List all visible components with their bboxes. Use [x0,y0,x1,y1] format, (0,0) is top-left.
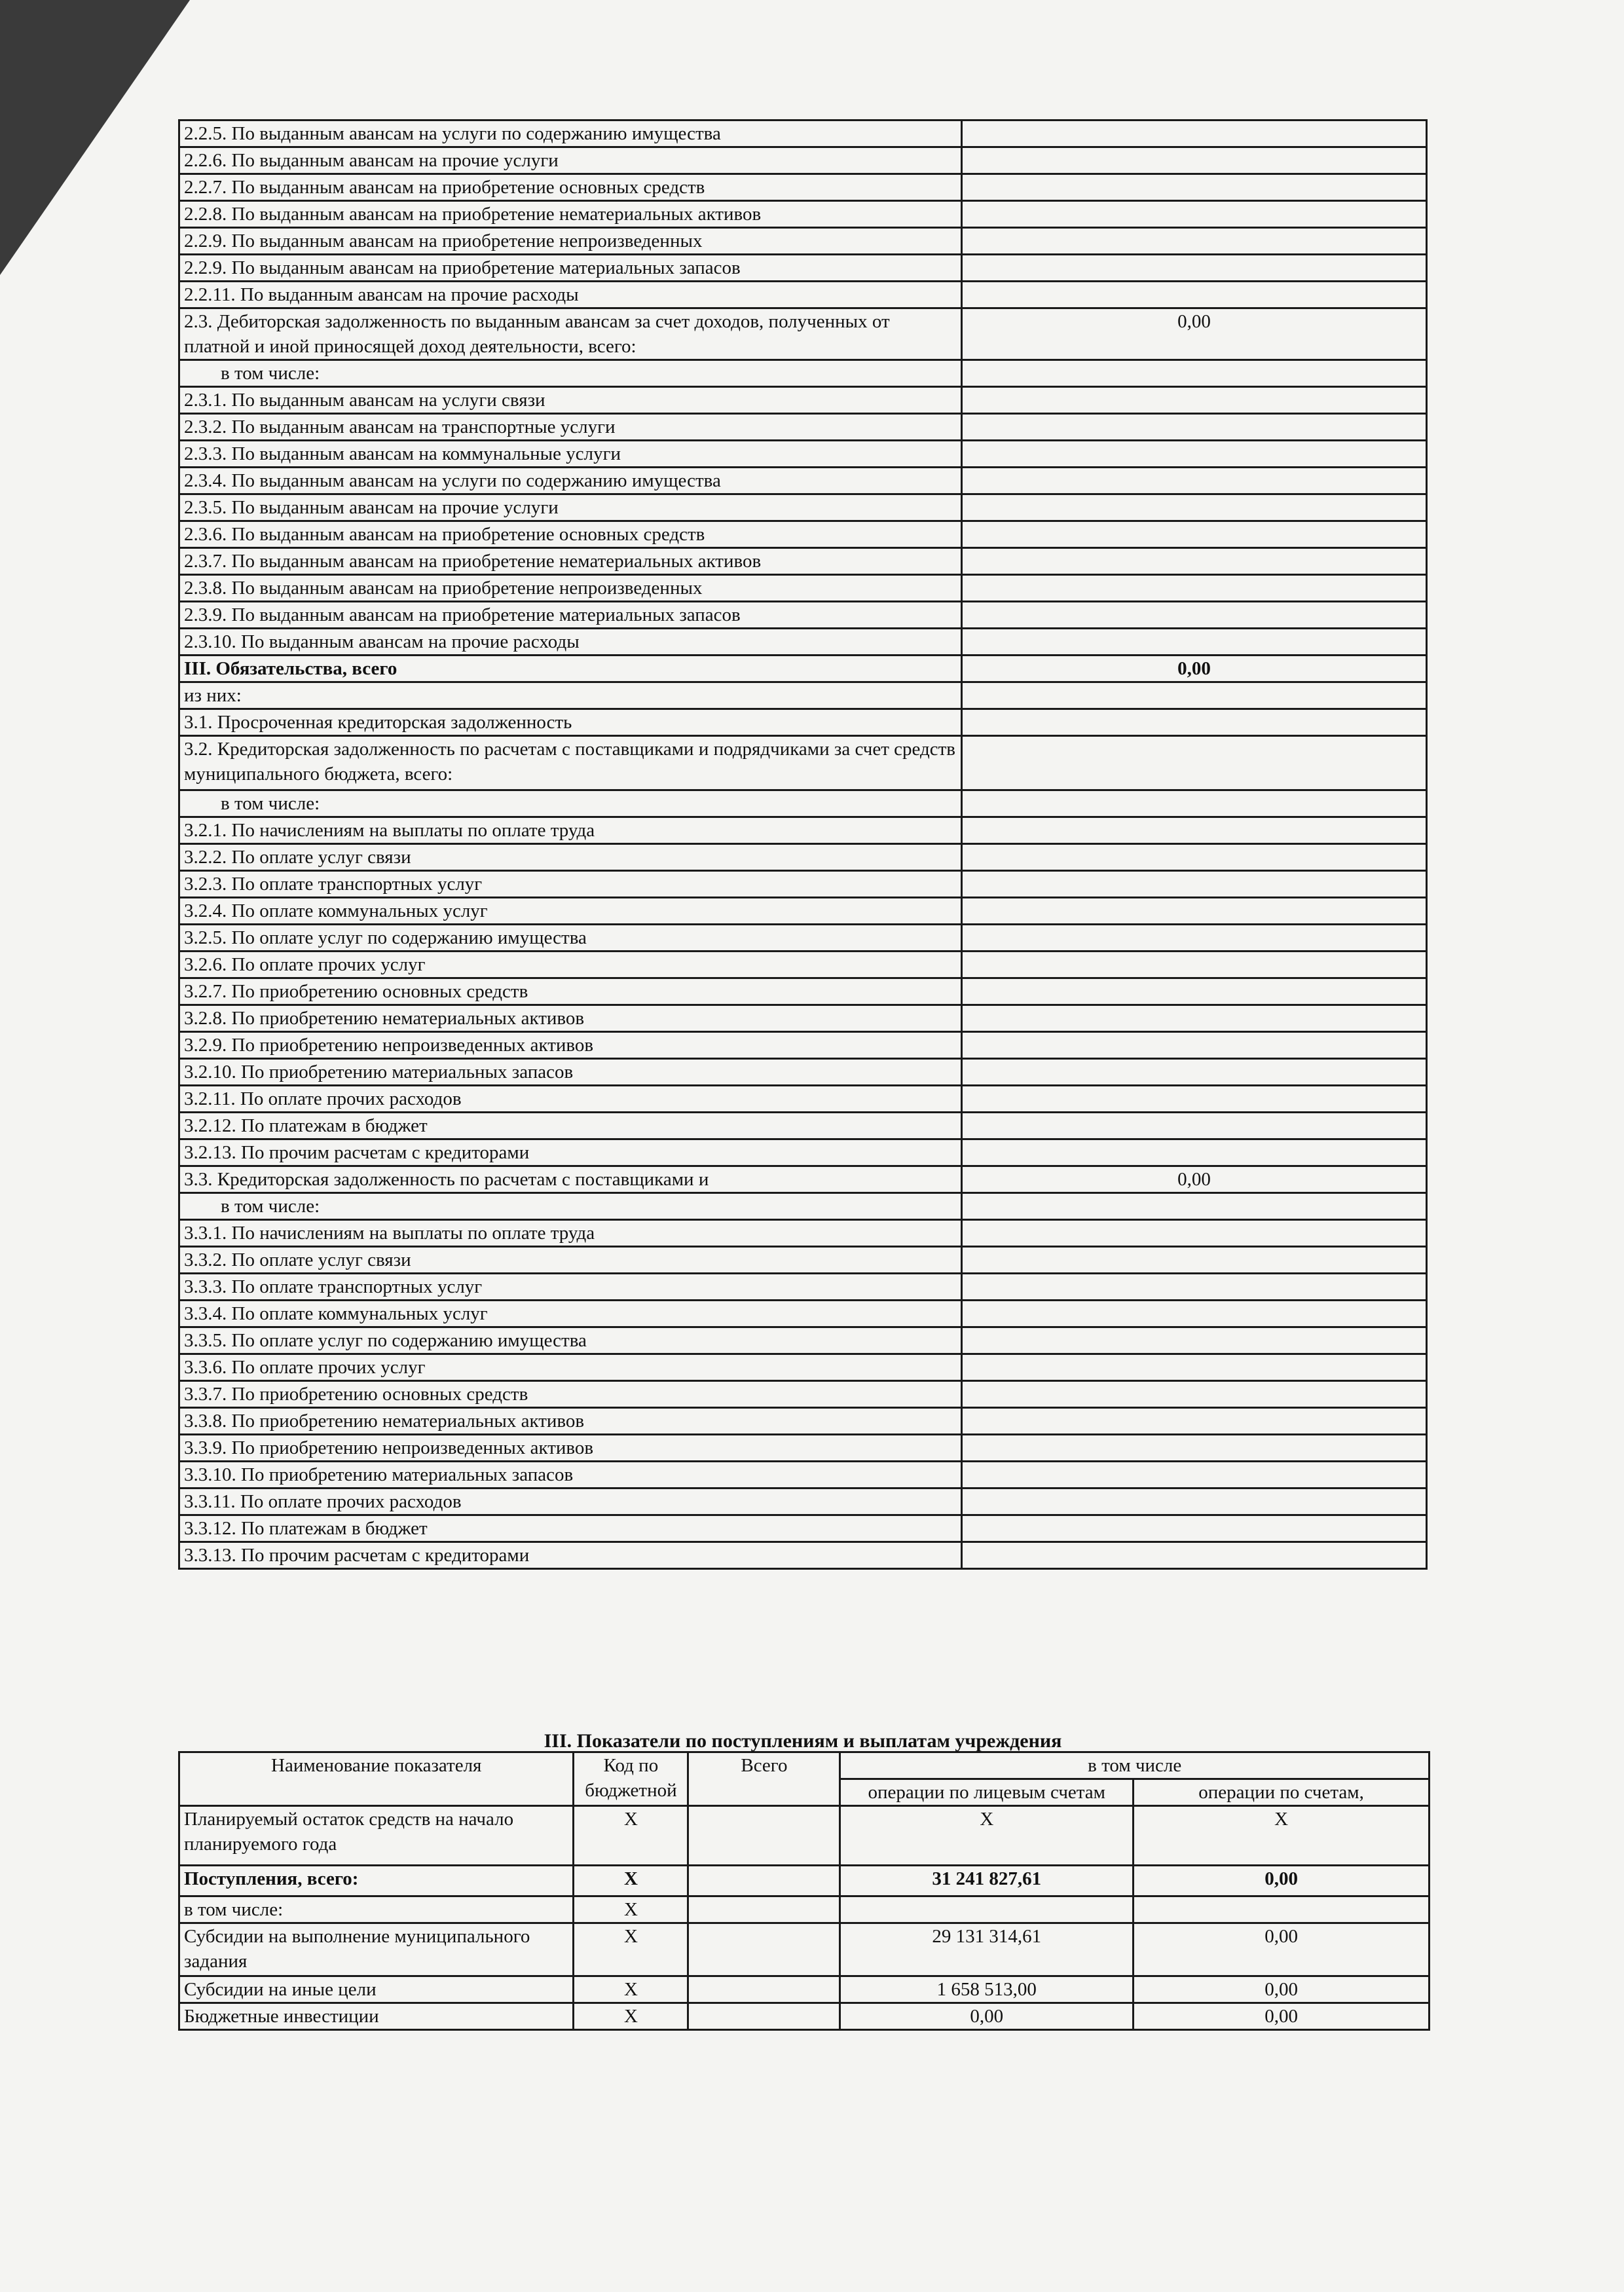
table-row [179,1139,1427,1166]
row-value [962,1032,1427,1059]
row-label: 3.2.11. По оплате прочих расходов [179,1086,962,1113]
row-accounts: 0,00 [1134,2003,1430,2030]
row-value [962,1005,1427,1032]
row-value [962,1193,1427,1220]
table-row [179,575,1427,602]
table-row [179,1274,1427,1301]
row-value [962,1435,1427,1462]
row-label: 3.3. Кредиторская задолженность по расчетам с поставщиками и [179,1166,962,1193]
row-accounts: 0,00 [1134,1923,1430,1976]
table-row [179,441,1427,468]
row-label: 2.2.9. По выданным авансам на приобретение непроизведенных [179,228,962,255]
row-value: 0,00 [962,656,1427,682]
row-total [688,2003,840,2030]
table-row [179,120,1427,147]
table-row [179,1866,1430,1896]
row-value [962,201,1427,228]
row-value: 0,00 [962,1166,1427,1193]
row-label: 3.3.4. По оплате коммунальных услуг [179,1301,962,1327]
row-label: 2.3.7. По выданным авансам на приобретение нематериальных активов [179,548,962,575]
section-title: III. Показатели по поступлениям и выплатам учреждения [544,1730,1062,1752]
table-row [179,925,1427,952]
row-label: 2.2.5. По выданным авансам на услуги по содержанию имущества [179,120,962,147]
row-label: в том числе: [179,1193,962,1220]
table-row [179,898,1427,925]
row-label: 3.3.12. По платежам в бюджет [179,1515,962,1542]
table-row [179,255,1427,282]
row-total [688,1806,840,1866]
table-row [179,1113,1427,1139]
table-row [179,871,1427,898]
row-value [962,1139,1427,1166]
row-name: в том числе: [179,1896,574,1923]
row-label: 2.2.9. По выданным авансам на приобретение материальных запасов [179,255,962,282]
row-value [962,1515,1427,1542]
row-value [962,1542,1427,1569]
header-accounts: операции по счетам, [1134,1779,1430,1806]
table-row [179,414,1427,441]
table-row [179,282,1427,308]
row-label: 3.3.8. По приобретению нематериальных активов [179,1408,962,1435]
table-row [179,1896,1430,1923]
row-label: 2.2.7. По выданным авансам на приобретение основных средств [179,174,962,201]
table-row [179,1923,1430,1976]
row-value [962,871,1427,898]
row-value [962,1301,1427,1327]
row-label: 3.2.3. По оплате транспортных услуг [179,871,962,898]
table-row [179,1327,1427,1354]
row-label: 2.2.8. По выданным авансам на приобретение нематериальных активов [179,201,962,228]
folded-corner [0,0,190,275]
row-label: 2.2.6. По выданным авансам на прочие услуги [179,147,962,174]
row-label: 2.3.3. По выданным авансам на коммунальные услуги [179,441,962,468]
row-value [962,255,1427,282]
row-value [962,1220,1427,1247]
row-label: 3.3.13. По прочим расчетам с кредиторами [179,1542,962,1569]
row-label: 2.3.6. По выданным авансам на приобретение основных средств [179,521,962,548]
row-total [688,1866,840,1896]
row-value [962,575,1427,602]
row-personal-accounts: 29 131 314,61 [840,1923,1134,1976]
row-code: X [574,1976,688,2003]
row-value [962,1113,1427,1139]
table-row [179,1005,1427,1032]
row-label: в том числе: [179,360,962,387]
row-label: 3.2.12. По платежам в бюджет [179,1113,962,1139]
row-label: 3.3.6. По оплате прочих услуг [179,1354,962,1381]
row-label: 2.2.11. По выданным авансам на прочие расходы [179,282,962,308]
table-row [179,1515,1427,1542]
row-value [962,387,1427,414]
row-name: Поступления, всего: [179,1866,574,1896]
table-row [179,1086,1427,1113]
row-value [962,736,1427,790]
table-row [179,1166,1427,1193]
row-personal-accounts: 1 658 513,00 [840,1976,1134,2003]
row-label: 3.3.7. По приобретению основных средств [179,1381,962,1408]
row-value [962,898,1427,925]
table-row [179,1976,1430,2003]
row-value [962,817,1427,844]
row-value [962,682,1427,709]
table-row [179,360,1427,387]
row-value [962,1327,1427,1354]
row-value: 0,00 [962,308,1427,360]
table-row [179,952,1427,978]
table-row [179,1032,1427,1059]
table-row [179,548,1427,575]
row-value [962,709,1427,736]
row-name: Субсидии на выполнение муниципального задания [179,1923,574,1976]
table-row [179,147,1427,174]
table-row [179,1488,1427,1515]
table-row [179,709,1427,736]
row-personal-accounts: X [840,1806,1134,1866]
header-including: в том числе [840,1752,1430,1779]
table-row [179,228,1427,255]
row-label: 3.2.13. По прочим расчетам с кредиторами [179,1139,962,1166]
table-row [179,1220,1427,1247]
row-label: 3.2.5. По оплате услуг по содержанию имущества [179,925,962,952]
header-row [179,1752,1430,1779]
table-row [179,1354,1427,1381]
row-value [962,790,1427,817]
row-label: 3.1. Просроченная кредиторская задолженность [179,709,962,736]
table-row [179,1381,1427,1408]
row-label: 2.3.4. По выданным авансам на услуги по содержанию имущества [179,468,962,494]
row-label: III. Обязательства, всего [179,656,962,682]
row-value [962,494,1427,521]
row-value [962,441,1427,468]
table-row [179,656,1427,682]
row-label: 3.3.1. По начислениям на выплаты по оплате труда [179,1220,962,1247]
table-row [179,844,1427,871]
table-row [179,201,1427,228]
row-value [962,1274,1427,1301]
header-code: Код по бюджетной [574,1752,688,1806]
row-value [962,978,1427,1005]
table-row [179,387,1427,414]
row-label: 3.3.5. По оплате услуг по содержанию имущества [179,1327,962,1354]
row-name: Планируемый остаток средств на начало планируемого года [179,1806,574,1866]
row-label: 3.3.11. По оплате прочих расходов [179,1488,962,1515]
row-value [962,1247,1427,1274]
row-value [962,120,1427,147]
row-value [962,1488,1427,1515]
table-row [179,682,1427,709]
row-accounts [1134,1896,1430,1923]
row-value [962,174,1427,201]
row-name: Субсидии на иные цели [179,1976,574,2003]
row-value [962,521,1427,548]
row-label: 2.3.10. По выданным авансам на прочие расходы [179,629,962,656]
row-value [962,844,1427,871]
header-name: Наименование показателя [179,1752,574,1806]
row-value [962,1381,1427,1408]
row-value [962,602,1427,629]
row-total [688,1976,840,2003]
row-total [688,1923,840,1976]
row-accounts: 0,00 [1134,1976,1430,2003]
row-label: из них: [179,682,962,709]
table-row [179,978,1427,1005]
row-label: 3.3.2. По оплате услуг связи [179,1247,962,1274]
table-row [179,602,1427,629]
row-label: 2.3.5. По выданным авансам на прочие услуги [179,494,962,521]
table-row [179,1806,1430,1866]
row-code: X [574,1896,688,1923]
row-label: 2.3.1. По выданным авансам на услуги связи [179,387,962,414]
row-label: 3.2.10. По приобретению материальных запасов [179,1059,962,1086]
row-value [962,1462,1427,1488]
row-name: Бюджетные инвестиции [179,2003,574,2030]
row-label: 3.2.9. По приобретению непроизведенных активов [179,1032,962,1059]
row-code: X [574,1806,688,1866]
row-label: 3.3.3. По оплате транспортных услуг [179,1274,962,1301]
row-label: 3.2.1. По начислениям на выплаты по оплате труда [179,817,962,844]
row-label: 2.3.2. По выданным авансам на транспортные услуги [179,414,962,441]
table-row [179,468,1427,494]
row-value [962,1408,1427,1435]
row-value [962,629,1427,656]
row-value [962,468,1427,494]
row-value [962,952,1427,978]
row-personal-accounts: 0,00 [840,2003,1134,2030]
row-value [962,147,1427,174]
row-value [962,414,1427,441]
table-row [179,1247,1427,1274]
row-value [962,1086,1427,1113]
table-row [179,1435,1427,1462]
table-row [179,1059,1427,1086]
row-code: X [574,1923,688,1976]
row-label: 3.2.4. По оплате коммунальных услуг [179,898,962,925]
header-total: Всего [688,1752,840,1806]
row-label: 2.3.8. По выданным авансам на приобретение непроизведенных [179,575,962,602]
row-label: 3.2.7. По приобретению основных средств [179,978,962,1005]
row-label: 2.3. Дебиторская задолженность по выданным авансам за счет доходов, полученных от платной и иной приносящей доход деятельности, всего: [179,308,962,360]
row-value [962,282,1427,308]
row-total [688,1896,840,1923]
row-label: 3.2.2. По оплате услуг связи [179,844,962,871]
table-row [179,790,1427,817]
row-value [962,1354,1427,1381]
row-value [962,925,1427,952]
row-label: 3.3.10. По приобретению материальных запасов [179,1462,962,1488]
table-row [179,494,1427,521]
table-row [179,1462,1427,1488]
row-label: 3.2.8. По приобретению нематериальных активов [179,1005,962,1032]
row-label: 3.2. Кредиторская задолженность по расчетам с поставщиками и подрядчиками за счет средств муниципального бюджета, всего: [179,736,962,790]
row-value [962,548,1427,575]
row-label: в том числе: [179,790,962,817]
row-label: 3.2.6. По оплате прочих услуг [179,952,962,978]
row-code: X [574,2003,688,2030]
row-value [962,360,1427,387]
table-row [179,817,1427,844]
table-row [179,629,1427,656]
row-accounts: 0,00 [1134,1866,1430,1896]
row-personal-accounts: 31 241 827,61 [840,1866,1134,1896]
table-row [179,1301,1427,1327]
table-row [179,521,1427,548]
table-row [179,1408,1427,1435]
table-row [179,2003,1430,2030]
row-accounts: X [1134,1806,1430,1866]
row-value [962,1059,1427,1086]
table-row [179,736,1427,790]
row-code: X [574,1866,688,1896]
row-value [962,228,1427,255]
row-personal-accounts [840,1896,1134,1923]
row-label: 2.3.9. По выданным авансам на приобретение материальных запасов [179,602,962,629]
row-label: 3.3.9. По приобретению непроизведенных активов [179,1435,962,1462]
table-row [179,174,1427,201]
header-personal-accounts: операции по лицевым счетам [840,1779,1134,1806]
liabilities-table [178,119,1428,1570]
table-row [179,1193,1427,1220]
receipts-payments-table [178,1751,1430,2031]
table-row [179,1542,1427,1569]
table-row [179,308,1427,360]
